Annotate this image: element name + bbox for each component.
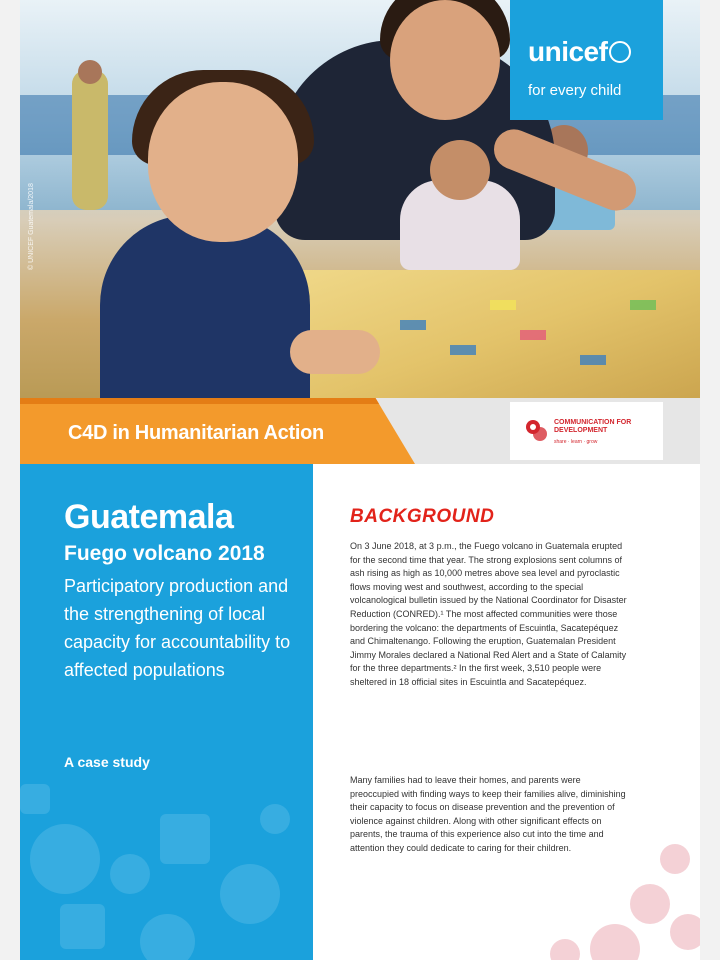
c4d-mark-icon xyxy=(524,418,550,444)
photo-girl-body xyxy=(100,215,310,400)
photo-girl-head xyxy=(148,82,298,242)
photo-woman-head xyxy=(390,0,500,120)
decorative-pattern xyxy=(30,824,100,894)
background-heading: BACKGROUND xyxy=(350,506,495,527)
unicef-logo-box xyxy=(510,0,663,120)
photo-credit: © UNICEF Guatemala/2018 xyxy=(28,183,35,270)
unicef-logo xyxy=(528,36,631,68)
banner-title: C4D in Humanitarian Action xyxy=(68,422,324,444)
cover-photo xyxy=(20,0,700,400)
cover-subtitle: Fuego volcano 2018 xyxy=(64,542,265,565)
photo-game-card xyxy=(490,300,516,310)
series-banner xyxy=(20,398,700,464)
photo-child-middle-head xyxy=(430,140,490,200)
decorative-pattern xyxy=(260,804,290,834)
cover-title-panel xyxy=(20,464,313,960)
decorative-pattern xyxy=(140,914,195,960)
decorative-pattern xyxy=(110,854,150,894)
cover-label: A case study xyxy=(64,754,150,770)
photo-game-card xyxy=(400,320,426,330)
unicef-tagline: for every child xyxy=(528,82,622,99)
decorative-pattern xyxy=(630,884,670,924)
background-paragraph-1: On 3 June 2018, at 3 p.m., the Fuego volcano in Guatemala erupted for the second time that year. The strong explosions sent columns of ash rising as high as 10,000 metres above sea level and pyroclastic flows moving west and southwest, according to the special volcanological bulletin issued by the National Coordinator for Disaster Reduction (CONRED).¹ The most affected communities were those bordering the volcano: the departments of Escuintla, Sacatepéquez and Chimaltenango. Following the eruption, Guatemalan President Jimmy Morales declared a National Red Alert and a State of Calamity for the three departments.² In the first week, 3,510 people were sheltered in 18 official sites in Escuintla and Sacatepéquez. xyxy=(350,541,627,687)
cover-title: Guatemala xyxy=(64,498,234,536)
background-paragraph-2: Many families had to leave their homes, and parents were preoccupied with finding ways to keep their families alive, diminishing their capacity to focus on disease prevention and the prevention of violence against children. Along with other significant effects on parents, the trauma of this experience also cut into the time and attention they could dedicate to caring for their children. xyxy=(350,775,626,853)
photo-game-card xyxy=(520,330,546,340)
globe-icon xyxy=(609,41,631,63)
decorative-pattern xyxy=(220,864,280,924)
photo-game-card xyxy=(450,345,476,355)
unicef-logo-text: unicef xyxy=(528,36,608,67)
report-cover-page xyxy=(20,0,700,960)
decorative-pattern xyxy=(160,814,210,864)
c4d-logo xyxy=(510,402,663,460)
photo-background-person xyxy=(72,70,108,210)
photo-game-card xyxy=(630,300,656,310)
background-section xyxy=(330,464,700,960)
photo-girl-hands xyxy=(290,330,380,374)
c4d-logo-subtext: share · learn · grow xyxy=(554,439,598,445)
c4d-logo-text: COMMUNICATION FOR DEVELOPMENT xyxy=(554,419,632,434)
cover-description: Participatory production and the strengthening of local capacity for accountability to affected populations xyxy=(64,576,291,680)
decorative-pattern xyxy=(60,904,105,949)
decorative-pattern xyxy=(20,784,50,814)
photo-background-person-head xyxy=(78,60,102,84)
decorative-pattern xyxy=(550,939,580,960)
decorative-pattern xyxy=(590,924,640,960)
photo-game-card xyxy=(580,355,606,365)
decorative-pattern xyxy=(660,844,690,874)
decorative-pattern xyxy=(670,914,700,950)
